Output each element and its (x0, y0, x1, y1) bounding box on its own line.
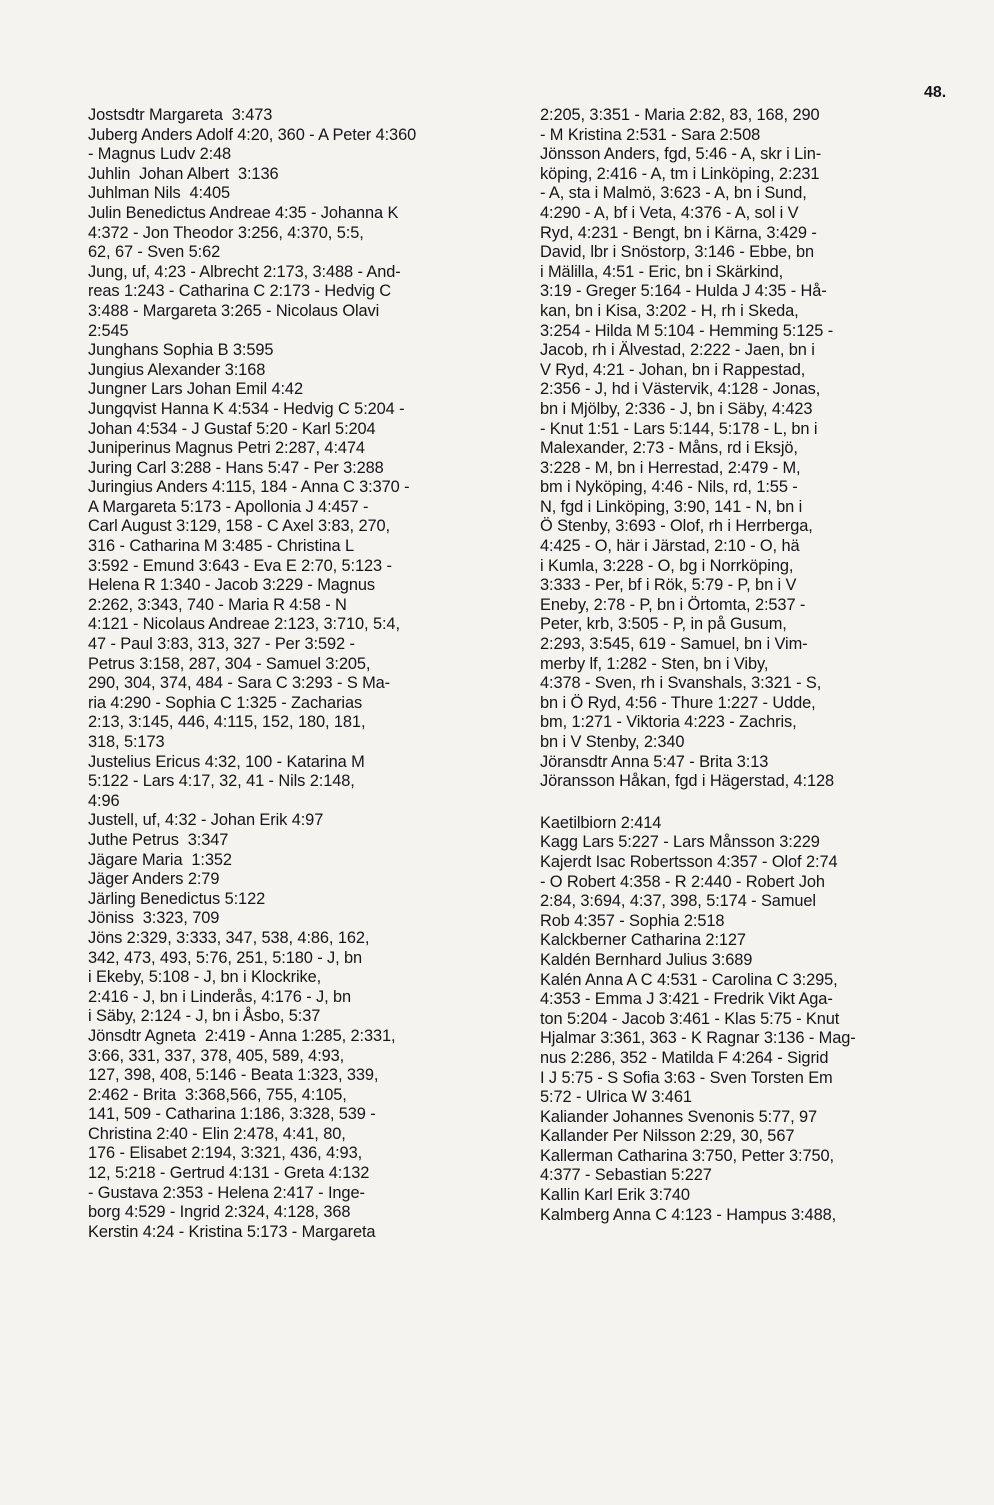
index-line: 4:378 - Sven, rh i Svanshals, 3:321 - S, (540, 674, 822, 693)
index-line: Jung, uf, 4:23 - Albrecht 2:173, 3:488 - And- (88, 262, 401, 281)
index-line: 4:121 - Nicolaus Andreae 2:123, 3:710, 5:4, (88, 615, 400, 634)
index-line: Ryd, 4:231 - Bengt, bn i Kärna, 3:429 - (540, 223, 817, 242)
index-line: Jäger Anders 2:79 (88, 870, 220, 889)
index-line: Kagg Lars 5:227 - Lars Månsson 3:229 (540, 833, 820, 852)
index-line: Julin Benedictus Andreae 4:35 - Johanna K (88, 203, 399, 222)
index-line: Jöransson Håkan, fgd i Hägerstad, 4:128 (540, 772, 835, 791)
index-line: - Magnus Ludv 2:48 (88, 145, 232, 164)
index-line: bm, 1:271 - Viktoria 4:223 - Zachris, (540, 713, 797, 732)
index-line: Justell, uf, 4:32 - Johan Erik 4:97 (88, 811, 324, 830)
index-line: Jönsdtr Agneta 2:419 - Anna 1:285, 2:331, (88, 1026, 396, 1045)
index-line: bm i Nyköping, 4:46 - Nils, rd, 1:55 - (540, 478, 798, 497)
index-line: Eneby, 2:78 - P, bn i Örtomta, 2:537 - (540, 595, 806, 614)
index-line: 2:293, 3:545, 619 - Samuel, bn i Vim- (540, 635, 808, 654)
index-line: 127, 398, 408, 5:146 - Beata 1:323, 339, (88, 1066, 379, 1085)
index-line: 2:262, 3:343, 740 - Maria R 4:58 - N (88, 595, 347, 614)
index-line: 12, 5:218 - Gertrud 4:131 - Greta 4:132 (88, 1164, 370, 1183)
index-line: 2:13, 3:145, 446, 4:115, 152, 180, 181, (88, 713, 366, 732)
index-line: 47 - Paul 3:83, 313, 327 - Per 3:592 - (88, 635, 355, 654)
index-line: Juring Carl 3:288 - Hans 5:47 - Per 3:288 (88, 458, 384, 477)
index-line: Juhlman Nils 4:405 (88, 184, 231, 203)
section-gap (540, 792, 924, 814)
index-line: 3:228 - M, bn i Herrestad, 2:479 - M, (540, 458, 801, 477)
index-line: 176 - Elisabet 2:194, 3:321, 436, 4:93, (88, 1144, 363, 1163)
index-line: Kalckberner Catharina 2:127 (540, 931, 746, 950)
index-line: reas 1:243 - Catharina C 2:173 - Hedvig C (88, 282, 391, 301)
index-line: i Säby, 2:124 - J, bn i Åsbo, 5:37 (88, 1007, 321, 1026)
index-line: Kaldén Bernhard Julius 3:689 (540, 950, 753, 969)
index-line: Christina 2:40 - Elin 2:478, 4:41, 80, (88, 1124, 346, 1143)
index-line: Kallin Karl Erik 3:740 (540, 1186, 690, 1205)
index-line: ria 4:290 - Sophia C 1:325 - Zacharias (88, 693, 363, 712)
index-line: ton 5:204 - Jacob 3:461 - Klas 5:75 - Knut (540, 1009, 840, 1028)
index-line: A Margareta 5:173 - Apollonia J 4:457 - (88, 497, 369, 516)
page-number: 48. (924, 84, 947, 101)
index-line: merby lf, 1:282 - Sten, bn i Viby, (540, 654, 769, 673)
index-line: Hjalmar 3:361, 363 - K Ragnar 3:136 - Mag- (540, 1029, 856, 1048)
index-line: köping, 2:416 - A, tm i Linköping, 2:231 (540, 164, 820, 183)
index-line: 62, 67 - Sven 5:62 (88, 243, 221, 262)
index-line: 5:122 - Lars 4:17, 32, 41 - Nils 2:148, (88, 772, 355, 791)
index-line: i Mälilla, 4:51 - Eric, bn i Skärkind, (540, 262, 784, 281)
index-line: Helena R 1:340 - Jacob 3:229 - Magnus (88, 576, 375, 595)
index-line: Jönsson Anders, fgd, 5:46 - A, skr i Lin- (540, 145, 822, 164)
index-line: Jöniss 3:323, 709 (88, 909, 220, 928)
index-line: Jägare Maria 1:352 (88, 850, 232, 869)
index-line: 141, 509 - Catharina 1:186, 3:328, 539 - (88, 1105, 376, 1124)
index-line: i Ekeby, 5:108 - J, bn i Klockrike, (88, 968, 322, 987)
index-column-right (540, 106, 924, 1225)
index-line: Kaliander Johannes Svenonis 5:77, 97 (540, 1107, 818, 1126)
index-line: Järling Benedictus 5:122 (88, 889, 266, 908)
index-line: 290, 304, 374, 484 - Sara C 3:293 - S Ma- (88, 674, 391, 693)
index-line: 2:205, 3:351 - Maria 2:82, 83, 168, 290 (540, 106, 820, 124)
index-line: i Kumla, 3:228 - O, bg i Norrköping, (540, 556, 794, 575)
index-line: Justelius Ericus 4:32, 100 - Katarina M (88, 752, 365, 771)
index-line: Kallander Per Nilsson 2:29, 30, 567 (540, 1127, 795, 1146)
index-line: 3:488 - Margareta 3:265 - Nicolaus Olavi (88, 301, 380, 320)
index-line: Juniperinus Magnus Petri 2:287, 4:474 (88, 439, 365, 458)
index-line: Ö Stenby, 3:693 - Olof, rh i Herrberga, (540, 517, 813, 536)
index-line: 2:462 - Brita 3:368,566, 755, 4:105, (88, 1085, 347, 1104)
index-line: bn i Ö Ryd, 4:56 - Thure 1:227 - Udde, (540, 693, 816, 712)
index-column-left (88, 106, 518, 1242)
index-line: - M Kristina 2:531 - Sara 2:508 (540, 125, 761, 144)
index-line: 3:19 - Greger 5:164 - Hulda J 4:35 - Hå- (540, 282, 827, 301)
index-line: 2:416 - J, bn i Linderås, 4:176 - J, bn (88, 987, 352, 1006)
index-line: - O Robert 4:358 - R 2:440 - Robert Joh (540, 872, 825, 891)
index-line: bn i V Stenby, 2:340 (540, 733, 685, 751)
index-line: Jungqvist Hanna K 4:534 - Hedvig C 5:204 - (88, 399, 405, 418)
index-line: Juhlin Johan Albert 3:136 (88, 164, 279, 183)
index-line: Juringius Anders 4:115, 184 - Anna C 3:370 - (88, 478, 410, 497)
index-line: bn i Mjölby, 2:336 - J, bn i Säby, 4:423 (540, 399, 813, 418)
index-line: 4:372 - Jon Theodor 3:256, 4:370, 5:5, (88, 223, 364, 242)
index-line: 4:425 - O, här i Järstad, 2:10 - O, hä (540, 537, 800, 556)
index-line: V Ryd, 4:21 - Johan, bn i Rappestad, (540, 360, 806, 379)
index-line: Johan 4:534 - J Gustaf 5:20 - Karl 5:204 (88, 419, 376, 438)
index-line: 3:333 - Per, bf i Rök, 5:79 - P, bn i V (540, 576, 797, 595)
index-line: kan, bn i Kisa, 3:202 - H, rh i Skeda, (540, 301, 799, 320)
index-line: Peter, krb, 3:505 - P, in på Gusum, (540, 615, 787, 634)
index-line: Jöransdtr Anna 5:47 - Brita 3:13 (540, 752, 769, 771)
index-line: - Gustava 2:353 - Helena 2:417 - Inge- (88, 1183, 365, 1202)
index-line: 4:377 - Sebastian 5:227 (540, 1166, 712, 1185)
index-line: Carl August 3:129, 158 - C Axel 3:83, 270, (88, 517, 390, 536)
index-line: borg 4:529 - Ingrid 2:324, 4:128, 368 (88, 1203, 351, 1222)
index-line: 3:254 - Hilda M 5:104 - Hemming 5:125 - (540, 321, 834, 340)
index-line: - Knut 1:51 - Lars 5:144, 5:178 - L, bn i (540, 419, 818, 438)
index-line: 4:96 (88, 791, 120, 810)
index-line: David, lbr i Snöstorp, 3:146 - Ebbe, bn (540, 243, 814, 262)
index-line: Juberg Anders Adolf 4:20, 360 - A Peter 4:360 (88, 125, 417, 144)
index-line: 4:290 - A, bf i Veta, 4:376 - A, sol i V (540, 203, 799, 222)
index-line: Malexander, 2:73 - Måns, rd i Eksjö, (540, 439, 798, 458)
index-line: 2:356 - J, hd i Västervik, 4:128 - Jonas, (540, 380, 821, 399)
index-line: nus 2:286, 352 - Matilda F 4:264 - Sigrid (540, 1048, 829, 1067)
index-line: 342, 473, 493, 5:76, 251, 5:180 - J, bn (88, 948, 363, 967)
index-line: 3:66, 331, 337, 378, 405, 589, 4:93, (88, 1046, 345, 1065)
index-line: 5:72 - Ulrica W 3:461 (540, 1088, 692, 1107)
index-line: Jungner Lars Johan Emil 4:42 (88, 380, 303, 399)
index-line: Jacob, rh i Älvestad, 2:222 - Jaen, bn i (540, 341, 815, 360)
index-line: Kaetilbiorn 2:414 (540, 813, 662, 832)
index-line: Kalmberg Anna C 4:123 - Hampus 3:488, (540, 1205, 837, 1224)
index-line: Juthe Petrus 3:347 (88, 830, 229, 849)
index-line: 2:84, 3:694, 4:37, 398, 5:174 - Samuel (540, 892, 816, 911)
index-line: Jungius Alexander 3:168 (88, 360, 266, 379)
index-line: Kerstin 4:24 - Kristina 5:173 - Margareta (88, 1222, 376, 1241)
index-line: Jöns 2:329, 3:333, 347, 538, 4:86, 162, (88, 928, 370, 947)
index-line: 2:545 (88, 321, 129, 340)
index-line: - A, sta i Malmö, 3:623 - A, bn i Sund, (540, 184, 807, 203)
index-line: 318, 5:173 (88, 733, 165, 751)
index-line: I J 5:75 - S Sofia 3:63 - Sven Torsten Em (540, 1068, 833, 1087)
index-line: Petrus 3:158, 287, 304 - Samuel 3:205, (88, 654, 371, 673)
index-line: 4:353 - Emma J 3:421 - Fredrik Vikt Aga- (540, 990, 833, 1009)
index-line: Kalén Anna A C 4:531 - Carolina C 3:295, (540, 970, 838, 989)
index-line: 316 - Catharina M 3:485 - Christina L (88, 537, 354, 556)
index-line: Junghans Sophia B 3:595 (88, 341, 274, 360)
index-line: 3:592 - Emund 3:643 - Eva E 2:70, 5:123 - (88, 556, 392, 575)
index-line: Jostsdtr Margareta 3:473 (88, 106, 273, 124)
index-line: Rob 4:357 - Sophia 2:518 (540, 911, 725, 930)
index-line: Kallerman Catharina 3:750, Petter 3:750, (540, 1146, 834, 1165)
index-line: Kajerdt Isac Robertsson 4:357 - Olof 2:74 (540, 852, 838, 871)
index-line: N, fgd i Linköping, 3:90, 141 - N, bn i (540, 497, 803, 516)
